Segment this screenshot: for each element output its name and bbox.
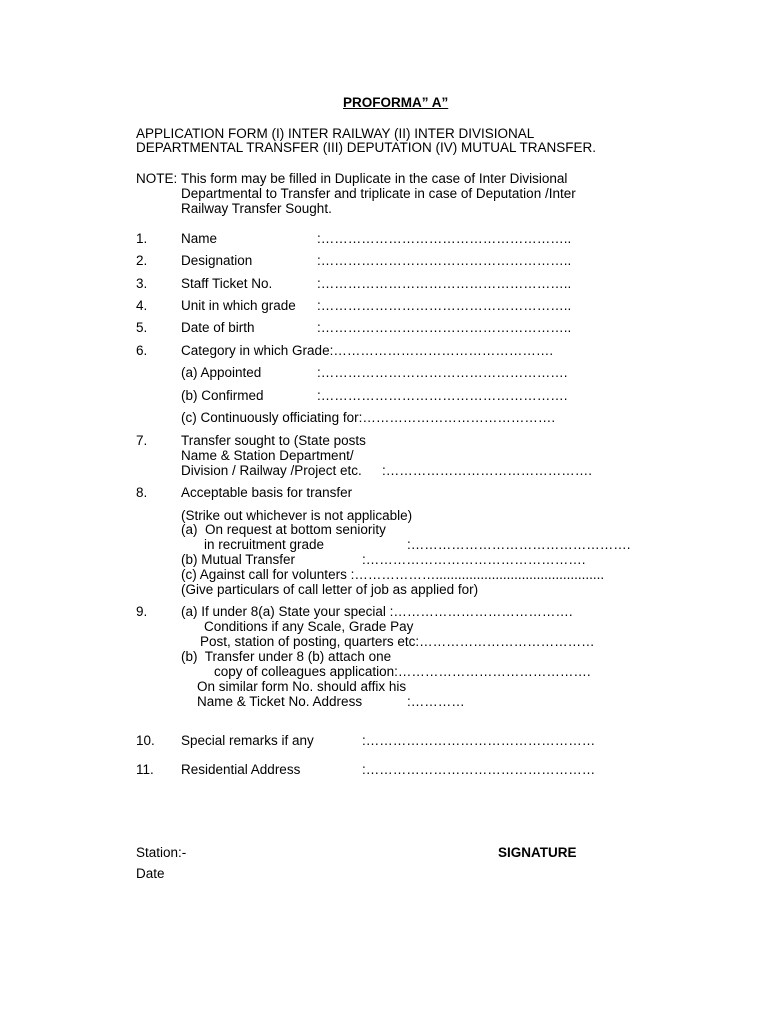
- unit-field[interactable]: :………………………………………………..: [317, 298, 572, 313]
- item-label-ticket: Staff Ticket No.: [181, 276, 273, 291]
- attach-line-3: On similar form No. should affix his: [197, 679, 407, 694]
- call-letter-note: (Give particulars of call letter of job as applied for): [181, 582, 479, 597]
- item-number: 4.: [136, 298, 148, 313]
- item-number: 11.: [136, 762, 154, 777]
- transfer-line-3: Division / Railway /Project etc.: [181, 463, 362, 478]
- volunteers-field[interactable]: (c) Against call for volunters :……………….............................................: [181, 567, 605, 582]
- item-label-name: Name: [181, 231, 218, 246]
- item-number: 1.: [136, 231, 148, 246]
- special-conditions-field[interactable]: (a) If under 8(a) State your special :………………………………….: [181, 604, 573, 619]
- item-label-dob: Date of birth: [181, 320, 255, 335]
- strike-out-note: (Strike out whichever is not applicable): [181, 508, 413, 523]
- item-number: 10.: [136, 733, 155, 748]
- name-ticket-address-field[interactable]: :…………: [407, 694, 465, 709]
- attach-line-4: Name & Ticket No. Address: [197, 694, 363, 709]
- posting-field[interactable]: Post, station of posting, quarters etc:…………………………………: [200, 634, 595, 649]
- note-line-2: Departmental to Transfer and triplicate in case of Deputation /Inter: [181, 186, 576, 201]
- appointed-label: (a) Appointed: [181, 365, 262, 380]
- conditions-line: Conditions if any Scale, Grade Pay: [204, 619, 414, 634]
- special-remarks-label: Special remarks if any: [181, 733, 314, 748]
- acceptable-basis-title: Acceptable basis for transfer: [181, 485, 353, 500]
- item-number: 6.: [136, 343, 148, 358]
- item-label-designation: Designation: [181, 253, 253, 268]
- request-line-1: (a) On request at bottom seniority: [181, 522, 386, 537]
- note-line-3: Railway Transfer Sought.: [181, 201, 332, 216]
- staff-ticket-field[interactable]: :………………………………………………..: [317, 276, 572, 291]
- transfer-line-1: Transfer sought to (State posts: [181, 433, 366, 448]
- heading-line-1: APPLICATION FORM (I) INTER RAILWAY (II) INTER DIVISIONAL: [136, 126, 535, 141]
- signature-label: SIGNATURE: [498, 845, 577, 860]
- item-number: 9.: [136, 604, 148, 619]
- colleague-application-field[interactable]: copy of colleagues application:…………………………………….: [214, 664, 591, 679]
- item-number: 7.: [136, 433, 148, 448]
- officiating-field[interactable]: (c) Continuously officiating for:…………………………………….: [181, 410, 556, 425]
- station-label: Station:-: [136, 845, 187, 860]
- form-title: PROFORMA” A”: [343, 95, 449, 110]
- residential-address-label: Residential Address: [181, 762, 301, 777]
- attach-line-1: (b) Transfer under 8 (b) attach one: [181, 649, 392, 664]
- confirmed-label: (b) Confirmed: [181, 388, 264, 403]
- mutual-transfer-field[interactable]: :………………………………………….: [362, 552, 586, 567]
- request-line-2: in recruitment grade: [204, 537, 325, 552]
- item-number: 8.: [136, 485, 148, 500]
- date-of-birth-field[interactable]: :………………………………………………..: [317, 320, 572, 335]
- note-label: NOTE:: [136, 171, 178, 186]
- mutual-transfer-label: (b) Mutual Transfer: [181, 552, 296, 567]
- item-label-unit: Unit in which grade: [181, 298, 296, 313]
- confirmed-field[interactable]: :……………………………………………….: [317, 388, 568, 403]
- heading-line-2: DEPARTMENTAL TRANSFER (III) DEPUTATION (IV) MUTUAL TRANSFER.: [136, 140, 597, 155]
- residential-address-field[interactable]: :……………………………………………: [362, 762, 596, 777]
- designation-field[interactable]: :………………………………………………..: [317, 253, 572, 268]
- special-remarks-field[interactable]: :……………………………………………: [362, 733, 596, 748]
- item-number: 2.: [136, 253, 148, 268]
- transfer-sought-field[interactable]: :……………………………………….: [382, 463, 593, 478]
- transfer-line-2: Name & Station Department/: [181, 448, 354, 463]
- item-number: 5.: [136, 320, 148, 335]
- name-field[interactable]: :………………………………………………..: [317, 231, 572, 246]
- appointed-field[interactable]: :……………………………………………….: [317, 365, 568, 380]
- note-line-1: This form may be filled in Duplicate in the case of Inter Divisional: [181, 171, 568, 186]
- date-label: Date: [136, 866, 165, 881]
- item-number: 3.: [136, 276, 148, 291]
- request-field[interactable]: :………………………………………….: [407, 537, 631, 552]
- category-field[interactable]: Category in which Grade:………………………………………….: [181, 343, 554, 358]
